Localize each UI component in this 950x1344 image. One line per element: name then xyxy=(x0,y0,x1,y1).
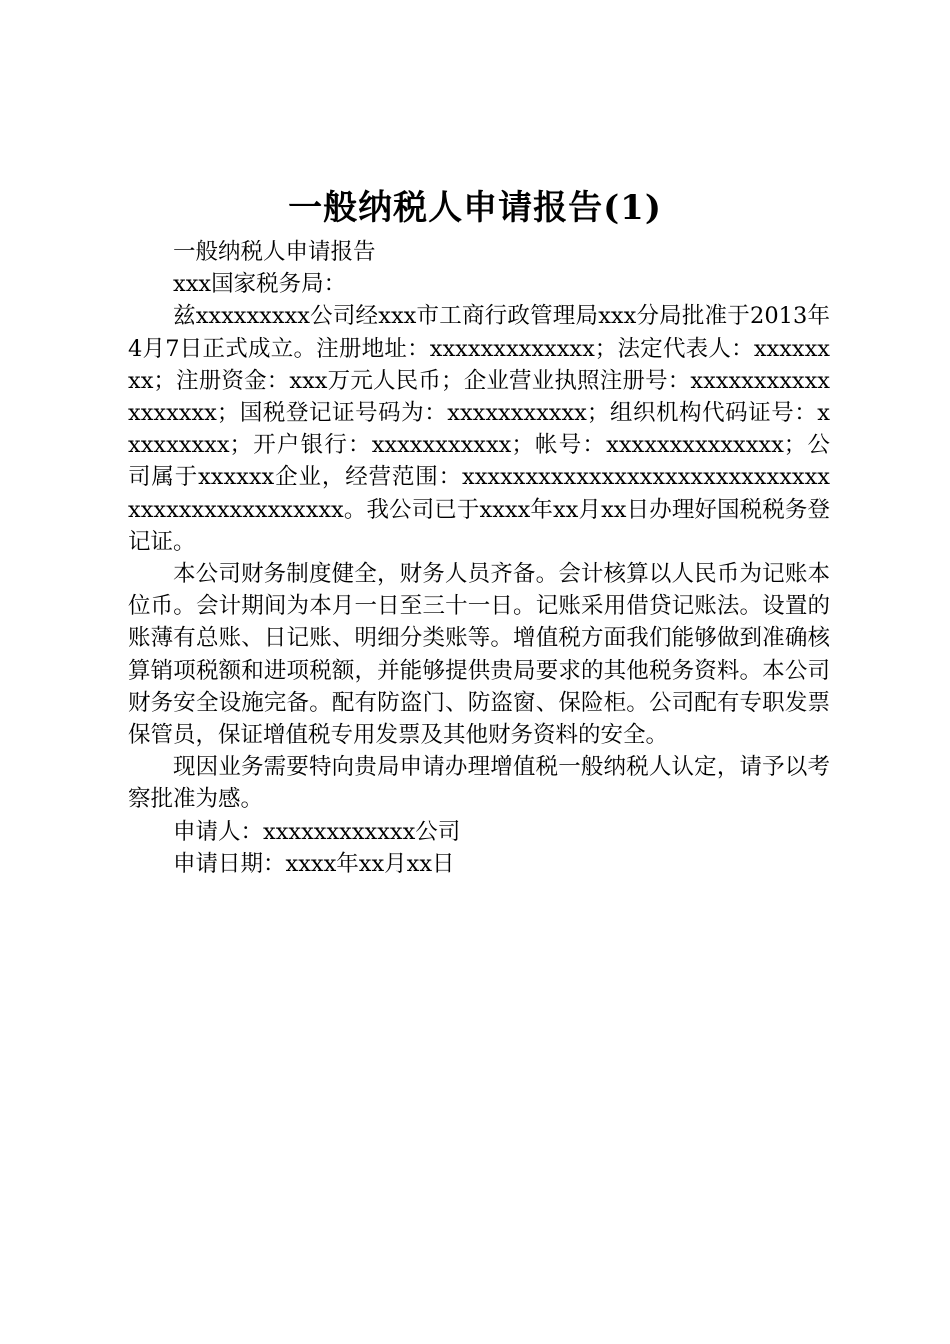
paragraph-addressee: xxx国家税务局： xyxy=(173,271,347,298)
paragraph-company-info: 兹xxxxxxxxx公司经xxx市工商行政管理局xxx分局批准于2013年4月7日正式成立。注册地址：xxxxxxxxxxxxx；法定代表人：xxxxxxxx；注册资金：xxx万元人民币；企业营业执照注册号：xxxxxxxxxxxxxxxxxx；国税登记证号码为：xxxxxxxxxxx；组织机构代码证号：xxxxxxxxx；开户银行：xxxxxxxxxxx；帐号：xxxxxxxxxxxxxx；公司属于xxxxxx企业，经营范围：xxxxxxxxxxxxxxxxxxxxxxxxxxxxxxxxxxxxxxxxxxxxxx。我公司已于xxxx年xx月xx日办理好国税税务登记证。 xyxy=(128,303,830,555)
paragraph-date: 申请日期：xxxx年xx月xx日 xyxy=(173,850,455,877)
document-body xyxy=(128,236,830,880)
paragraph-request: 现因业务需要特向贵局申请办理增值税一般纳税人认定，请予以考察批准为感。 xyxy=(128,754,830,813)
paragraph-finance: 本公司财务制度健全，财务人员齐备。会计核算以人民币为记账本位币。会计期间为本月一日至三十一日。记账采用借贷记账法。设置的账薄有总账、日记账、明细分类账等。增值税方面我们能够做到准确核算销项税额和进项税额，并能够提供贵局要求的其他税务资料。本公司财务安全设施完备。配有防盗门、防盗窗、保险柜。公司配有专职发票保管员，保证增值税专用发票及其他财务资料的安全。 xyxy=(128,561,830,749)
document-title: 一般纳税人申请报告(1) xyxy=(288,188,662,228)
paragraph-heading: 一般纳税人申请报告 xyxy=(173,239,376,265)
paragraph-applicant: 申请人：xxxxxxxxxxxx公司 xyxy=(173,818,461,845)
